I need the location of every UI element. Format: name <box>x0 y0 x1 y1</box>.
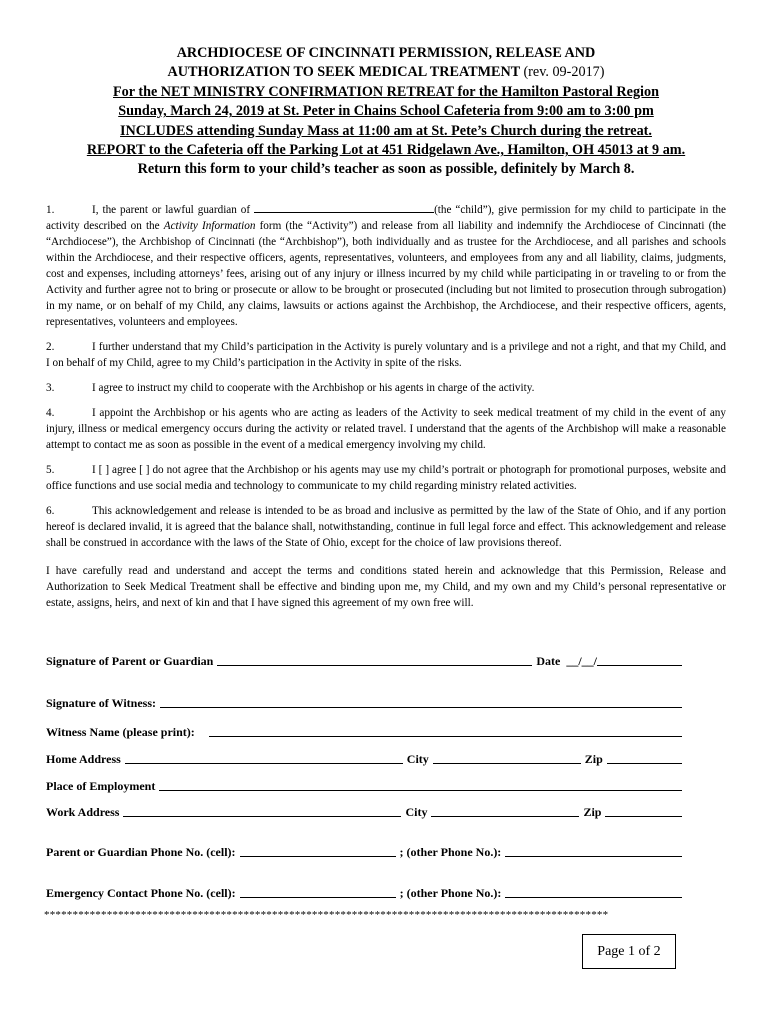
paragraph-1-pre: I, the parent or lawful guardian of <box>92 203 255 216</box>
header-line-4: Sunday, March 24, 2019 at St. Peter in Chains School Cafeteria from 9:00 am to 3:00 pm <box>118 103 654 120</box>
paragraph-4-number: 4. <box>46 406 55 419</box>
header-line-1: ARCHDIOCESE OF CINCINNATI PERMISSION, RELEASE AND <box>176 45 596 61</box>
work-address-label: Work Address <box>46 805 120 819</box>
paragraph-4-text: I appoint the Archbishop or his agents who are acting as leaders of the Activity to seek medical treatment of my child in the event of any injury, illness or medical emergency occurs during the activity or related travel. I understand that the agents of the Archbishop will make a reasonable attempt to contact me as soon as possible in the event of a medical emergency involving my child. <box>46 406 726 451</box>
witness-signature-row <box>46 696 686 711</box>
header-line-6: REPORT to the Cafeteria off the Parking Lot at 451 Ridgelawn Ave., Hamilton, OH 45013 at 9 am. <box>86 142 686 159</box>
work-city-field[interactable] <box>431 815 579 817</box>
header-line-7: Return this form to your child’s teacher as soon as possible, definitely by March 8. <box>137 161 635 178</box>
parent-signature-row <box>46 654 686 669</box>
paragraph-3-number: 3. <box>46 381 55 394</box>
parent-signature-label: Signature of Parent or Guardian <box>46 654 214 668</box>
acknowledgement-text: I have carefully read and understand and accept the terms and conditions stated herein and acknowledge that this Permission, Release and Authorization to Seek Medical Treatment shall be effective and binding upon me, my Child, and my own and my Child’s personal representative or estate, assigns, heirs, and next of kin and that I have signed this agreement of my own free will. <box>46 564 726 609</box>
work-zip-field[interactable] <box>605 815 682 817</box>
paragraph-4 <box>46 405 726 453</box>
home-city-label: City <box>406 752 429 766</box>
page-number: Page 1 of 2 <box>597 943 661 959</box>
parent-phone-label: Parent or Guardian Phone No. (cell): <box>46 845 236 859</box>
witness-signature-field[interactable] <box>160 706 682 708</box>
paragraph-2-number: 2. <box>46 340 55 353</box>
home-address-row <box>46 752 686 767</box>
home-zip-field[interactable] <box>607 762 682 764</box>
header-line-2-text: AUTHORIZATION TO SEEK MEDICAL TREATMENT <box>167 64 520 81</box>
witness-signature-label: Signature of Witness: <box>46 696 157 710</box>
parent-phone-field[interactable] <box>240 855 396 857</box>
child-name-blank[interactable] <box>254 202 434 213</box>
paragraph-5-text: I [ ] agree [ ] do not agree that the Archbishop or his agents may use my child’s portrait or photograph for promotional purposes, website and office functions and use social media and technology to communicate to my child regarding ministry related activities. <box>46 463 726 492</box>
emergency-other-phone-field[interactable] <box>505 896 682 898</box>
paragraph-5 <box>46 462 726 494</box>
paragraph-1-post: form (the “Activity”) and release from all liability and indemnify the Archdiocese of Cincinnati (the “Archdiocese”), the Archbishop of Cincinnati (the “Archbishop”), both individually and as trustee for the Archdiocese, and all parishes and schools within the Archdiocese, and their respective officers, agents, representatives, volunteers, and employees from any and all liability, claims, judgments, cost and expenses, including attorneys’ fees, arising out of any injury or illness incurred by my child while participating in or traveling to or from the Activity and further agree not to bring or prosecute or allow to be brought or prosecuted (including but not limited to prosecution through subrogation) in my name, or on behalf of my Child, any claims, lawsuits or actions against the Archbishop, the Archdiocese, and their respective officers, agents, representatives, volunteers and employees. <box>46 219 726 328</box>
parent-signature-field[interactable] <box>217 664 532 666</box>
paragraph-3-text: I agree to instruct my child to cooperate with the Archbishop or his agents in charge of the activity. <box>92 381 535 394</box>
employment-field[interactable] <box>159 789 682 791</box>
employment-label: Place of Employment <box>46 779 156 793</box>
parent-other-phone-field[interactable] <box>505 855 682 857</box>
witness-name-field[interactable] <box>209 735 682 737</box>
paragraph-2 <box>46 339 726 371</box>
date-format: __/__/ <box>566 654 598 668</box>
home-address-field[interactable] <box>125 762 403 764</box>
form-header <box>46 44 726 180</box>
paragraph-1-italic: Activity Information <box>163 219 256 232</box>
witness-name-label: Witness Name (please print): <box>46 725 195 739</box>
parent-phone-row <box>46 845 686 860</box>
emergency-other-phone-label: ; (other Phone No.): <box>399 886 502 900</box>
paragraph-1-number: 1. <box>46 203 55 216</box>
paragraph-1 <box>46 202 726 330</box>
paragraph-3 <box>46 380 726 396</box>
home-address-label: Home Address <box>46 752 121 766</box>
home-city-field[interactable] <box>433 762 581 764</box>
work-address-field[interactable] <box>123 815 401 817</box>
paragraph-6 <box>46 503 726 551</box>
paragraph-1-mid: (the “child”), give permission for my child to participate in the activity described on the <box>46 203 726 232</box>
parent-other-phone-label: ; (other Phone No.): <box>399 845 502 859</box>
paragraph-2-text: I further understand that my Child’s participation in the Activity is purely voluntary and is a privilege and not a right, and that my Child, and I on behalf of my Child, agree to my Child’s participation in the Activity in spite of the risks. <box>46 340 726 369</box>
header-line-5: INCLUDES attending Sunday Mass at 11:00 am at St. Pete’s Church during the retreat. <box>120 122 652 139</box>
revision-label: (rev. 09-2017) <box>523 64 605 81</box>
header-line-3: For the NET MINISTRY CONFIRMATION RETREAT for the Hamilton Pastoral Region <box>113 83 659 100</box>
date-field[interactable] <box>597 664 682 666</box>
work-zip-label: Zip <box>583 805 602 819</box>
separator-stars: *************************************************************************************************** <box>44 909 609 921</box>
emergency-phone-field[interactable] <box>240 896 396 898</box>
paragraph-6-number: 6. <box>46 504 55 517</box>
emergency-phone-label: Emergency Contact Phone No. (cell): <box>46 886 236 900</box>
work-address-row <box>46 805 686 820</box>
paragraph-5-number: 5. <box>46 463 55 476</box>
emergency-phone-row <box>46 886 686 901</box>
employment-row <box>46 779 686 794</box>
witness-name-row <box>46 725 686 740</box>
home-zip-label: Zip <box>584 752 603 766</box>
page-number-box <box>582 934 676 969</box>
date-label: Date <box>536 654 561 668</box>
header-line-2 <box>46 63 726 82</box>
paragraph-6-text: This acknowledgement and release is intended to be as broad and inclusive as permitted by the law of the State of Ohio, and if any portion hereof is declared invalid, it is agreed that the balance shall, notwithstanding, continue in full legal force and effect. This acknowledgement and release shall be construed in accordance with the laws of the State of Ohio, except for the choice of law provisions thereof. <box>46 504 726 549</box>
work-city-label: City <box>405 805 428 819</box>
